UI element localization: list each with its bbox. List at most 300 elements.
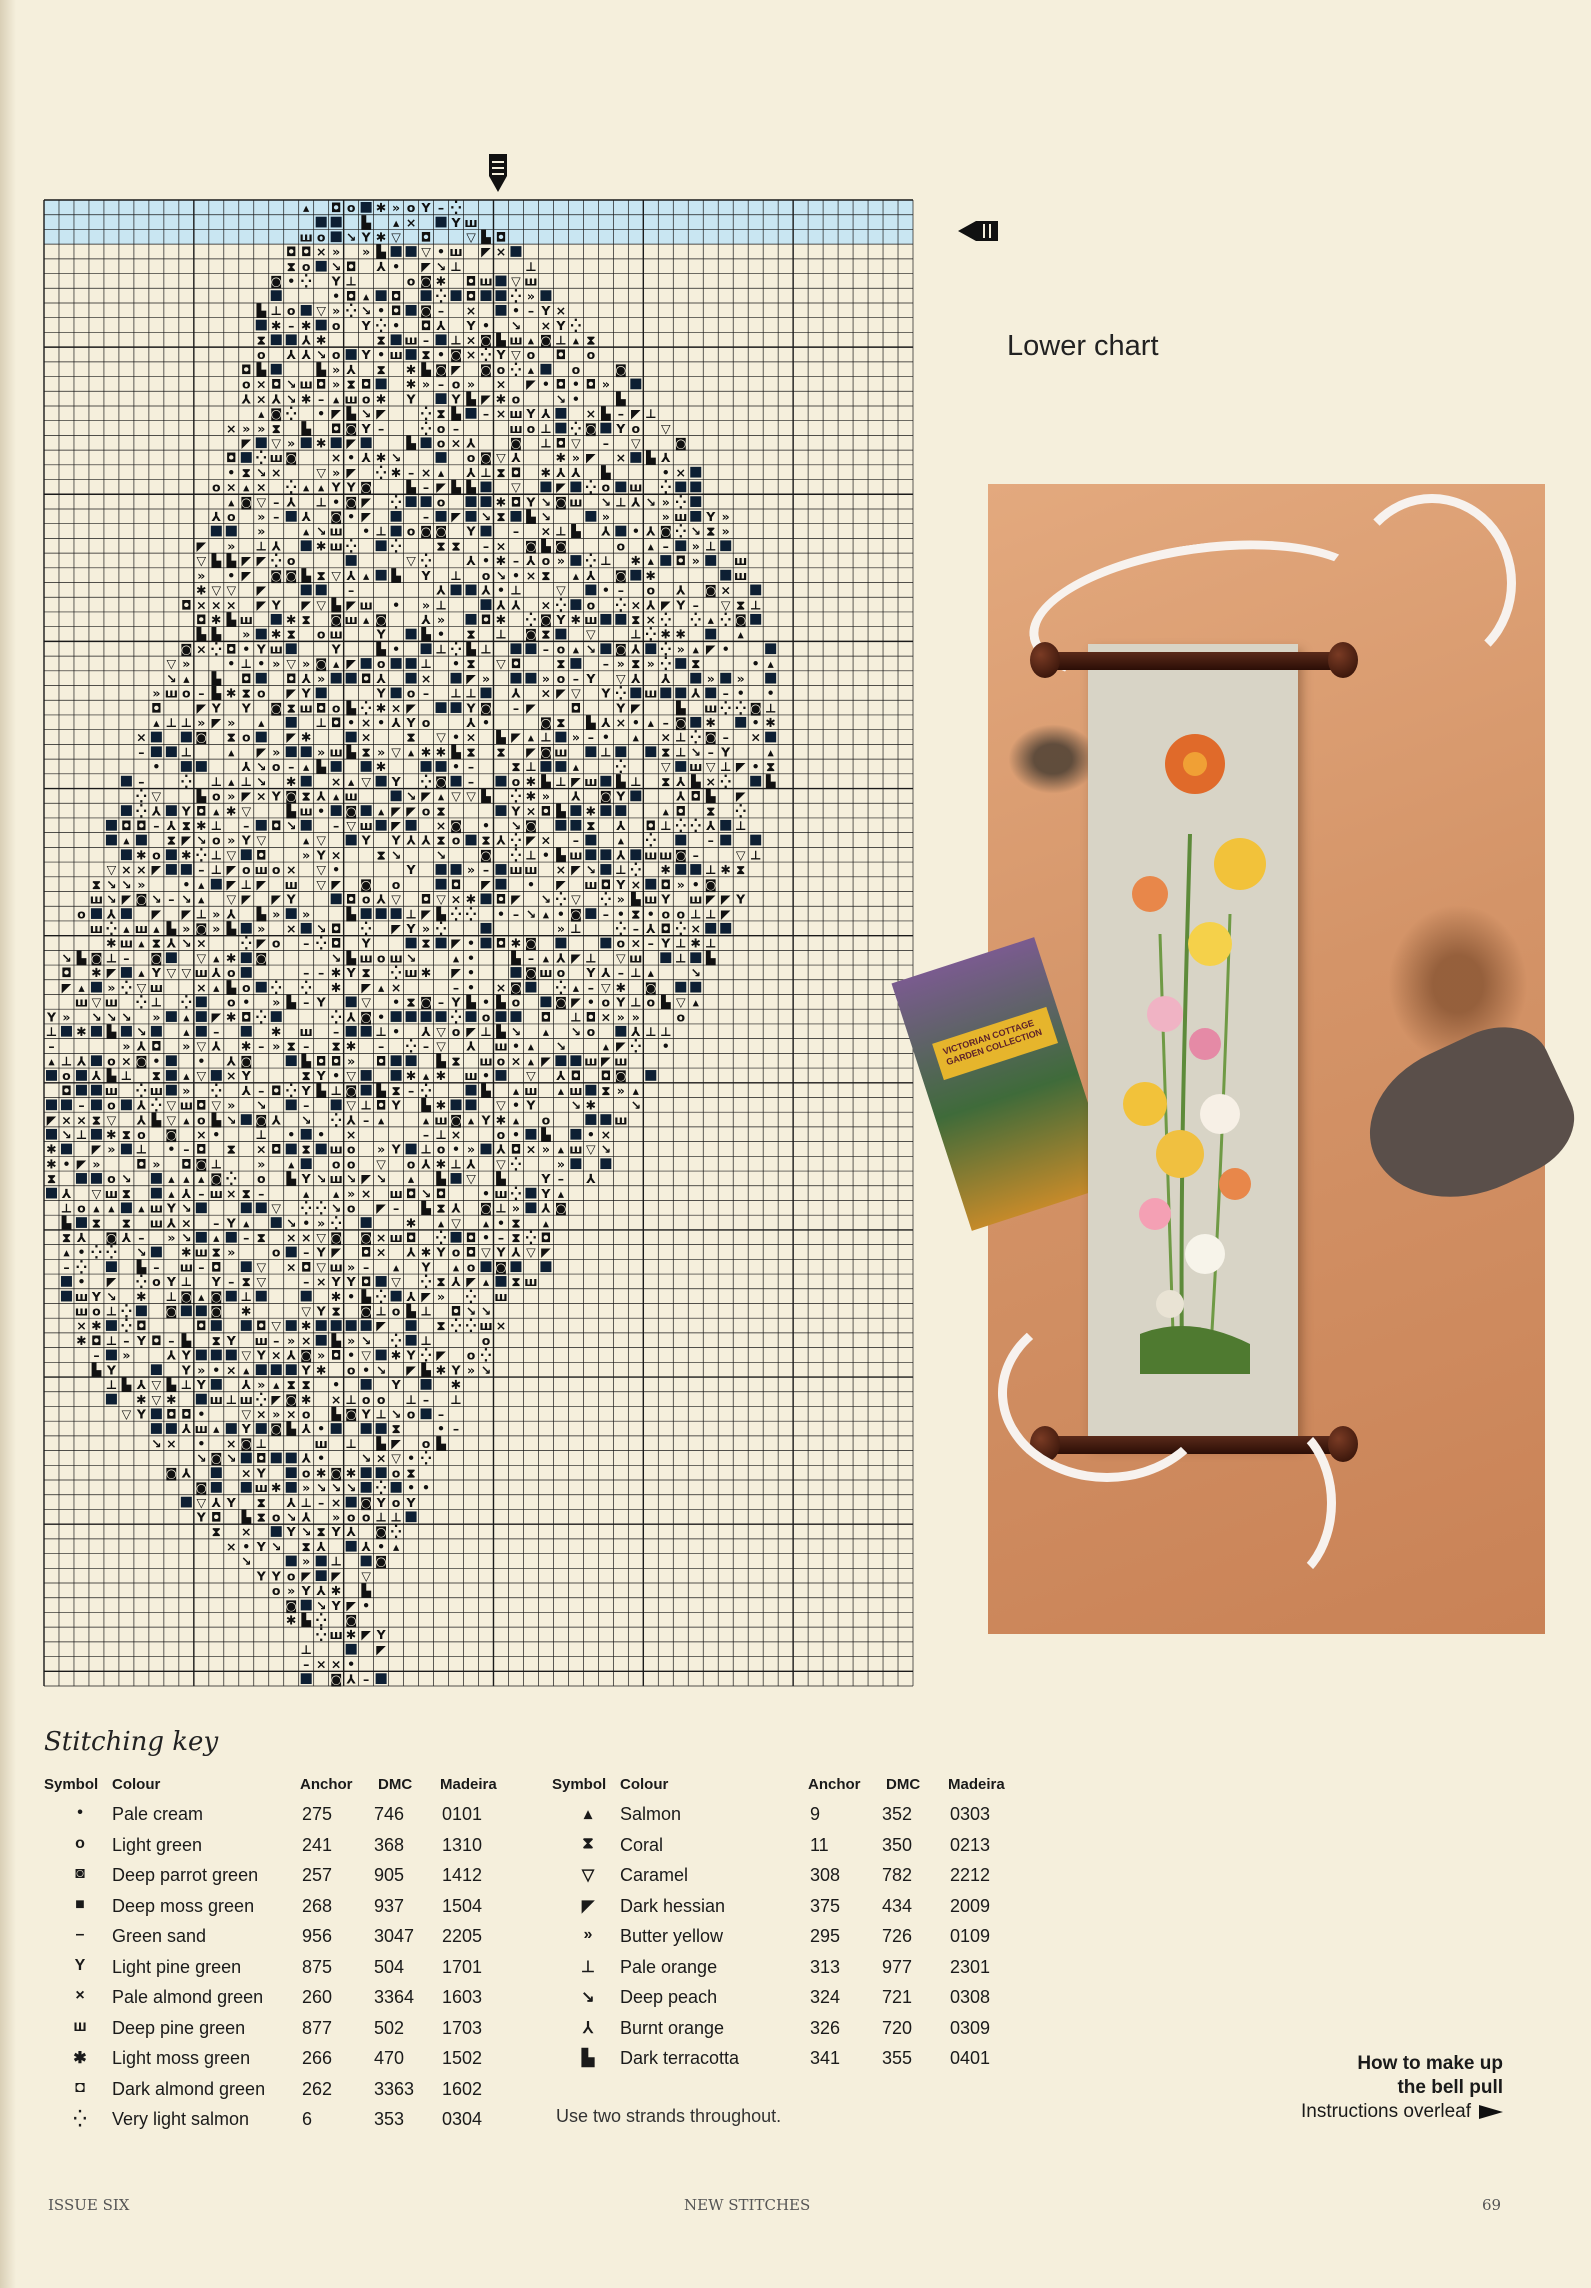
- chart-stitch-symbol: ◤: [301, 597, 312, 613]
- chart-stitch-symbol: ш: [269, 450, 283, 466]
- chart-stitch-symbol: ⅄: [211, 509, 222, 525]
- chart-stitch-symbol: ▴: [542, 950, 550, 966]
- chart-stitch-symbol: ◘: [690, 788, 702, 804]
- chart-stitch-symbol: ш: [254, 1332, 268, 1348]
- chart-stitch-symbol: •: [481, 1185, 490, 1201]
- chart-stitch-symbol: •: [541, 847, 550, 863]
- chart-stitch-symbol: ⁛: [90, 1244, 102, 1260]
- chart-stitch-symbol: ▴: [303, 759, 310, 775]
- chart-stitch-symbol: ◤: [526, 744, 536, 760]
- chart-stitch-symbol: ⅄: [346, 1112, 356, 1128]
- chart-stitch-symbol: »: [317, 1347, 326, 1363]
- chart-stitch-block: [76, 1173, 87, 1184]
- chart-stitch-block: [61, 1099, 72, 1110]
- chart-stitch-symbol: ⅄: [466, 435, 476, 451]
- chart-stitch-symbol: ×: [256, 391, 267, 407]
- key-symbol: ⅄: [583, 2019, 593, 2037]
- chart-stitch-symbol: ↘: [375, 1362, 387, 1378]
- chart-stitch-block: [436, 217, 447, 228]
- key-colour: Pale cream: [112, 1804, 204, 1824]
- chart-stitch-symbol: o: [241, 862, 251, 878]
- chart-stitch-symbol: ⊥: [330, 1082, 342, 1098]
- chart-stitch-symbol: Y: [496, 347, 506, 363]
- chart-stitch-symbol: ▽: [526, 1068, 536, 1084]
- chart-stitch-symbol: »: [272, 1406, 281, 1422]
- chart-stitch-symbol: ⅄: [271, 1112, 281, 1128]
- chart-stitch-symbol: ✱: [495, 391, 507, 407]
- make-up-line3[interactable]: Instructions overleaf: [1301, 2100, 1503, 2124]
- chart-stitch-block: [555, 408, 566, 419]
- chart-stitch-block: [765, 732, 776, 743]
- chart-stitch-symbol: ◘: [600, 1068, 612, 1084]
- chart-stitch-symbol: ⧗: [301, 1538, 311, 1554]
- key-header-symbol: Symbol: [552, 1776, 607, 1793]
- chart-stitch-symbol: ▽: [316, 832, 326, 848]
- chart-stitch-symbol: ◤: [331, 406, 341, 422]
- chart-stitch-symbol: o: [316, 626, 326, 642]
- chart-stitch-symbol: Y: [346, 965, 356, 981]
- chart-stitch-block: [406, 246, 417, 257]
- chart-stitch-symbol: ↘: [435, 258, 447, 274]
- chart-stitch-block: [705, 688, 716, 699]
- chart-stitch-symbol: ▙: [481, 229, 491, 245]
- chart-stitch-symbol: •: [362, 1362, 371, 1378]
- chart-stitch-symbol: •: [212, 1362, 221, 1378]
- chart-stitch-symbol: ▴: [198, 1288, 205, 1304]
- chart-stitch-block: [705, 923, 716, 934]
- chart-stitch-block: [166, 1085, 177, 1096]
- chart-stitch-symbol: Y: [226, 1494, 236, 1510]
- chart-stitch-symbol: Y: [586, 670, 596, 686]
- chart-stitch-symbol: ✱: [585, 1097, 597, 1113]
- key-madeira: 0309: [950, 2017, 991, 2038]
- chart-stitch-symbol: ↘: [285, 1509, 297, 1525]
- chart-stitch-symbol: ⧗: [181, 818, 191, 834]
- chart-stitch-symbol: ▴: [647, 553, 654, 569]
- chart-stitch-symbol: ◙: [524, 818, 538, 834]
- chart-stitch-symbol: ⅄: [406, 832, 416, 848]
- chart-stitch-symbol: ▙: [286, 1421, 297, 1437]
- chart-stitch-block: [495, 1070, 506, 1081]
- chart-stitch-symbol: ⊥: [555, 332, 567, 348]
- chart-stitch-symbol: ▽: [675, 994, 686, 1010]
- chart-stitch-symbol: o: [107, 1097, 116, 1113]
- chart-stitch-symbol: –: [407, 464, 415, 480]
- chart-stitch-symbol: ⊥: [375, 1303, 387, 1319]
- chart-stitch-symbol: Y: [316, 847, 326, 863]
- chart-stitch-symbol: ▽: [436, 1038, 446, 1054]
- chart-stitch-symbol: ✱: [435, 1156, 447, 1172]
- chart-stitch-symbol: •: [452, 759, 461, 775]
- key-colour: Very light salmon: [112, 2109, 250, 2129]
- chart-stitch-symbol: ш: [104, 1185, 119, 1201]
- chart-stitch-symbol: o: [481, 567, 491, 583]
- chart-stitch-symbol: ш: [524, 1082, 538, 1098]
- chart-stitch-symbol: ✱: [345, 1465, 357, 1481]
- chart-stitch-symbol: Y: [331, 1524, 341, 1540]
- chart-stitch-symbol: ▴: [303, 1185, 310, 1201]
- chart-stitch-symbol: –: [303, 994, 310, 1010]
- chart-stitch-block: [166, 849, 177, 860]
- chart-stitch-symbol: Y: [331, 1597, 341, 1613]
- chart-stitch-block: [525, 982, 536, 993]
- chart-stitch-symbol: –: [572, 832, 580, 848]
- chart-stitch-symbol: ×: [196, 597, 207, 613]
- chart-stitch-symbol: ▽: [496, 450, 506, 466]
- chart-stitch-symbol: ⧗: [766, 759, 776, 775]
- chart-stitch-block: [121, 1202, 132, 1213]
- chart-stitch-symbol: ⅄: [676, 582, 686, 598]
- chart-stitch-symbol: ◙: [599, 788, 612, 804]
- chart-stitch-symbol: ▴: [183, 670, 190, 686]
- chart-stitch-symbol: ◙: [360, 1229, 373, 1245]
- chart-stitch-symbol: –: [722, 729, 729, 745]
- chart-stitch-symbol: •: [511, 1097, 520, 1113]
- chart-stitch-symbol: –: [692, 847, 699, 863]
- chart-stitch-block: [600, 614, 611, 625]
- chart-stitch-symbol: »: [347, 1185, 356, 1201]
- chart-stitch-block: [421, 1379, 432, 1390]
- chart-stitch-symbol: »: [242, 420, 251, 436]
- chart-stitch-symbol: ⊥: [405, 906, 417, 922]
- chart-stitch-symbol: ⁛: [330, 1112, 342, 1128]
- chart-stitch-block: [316, 1144, 327, 1155]
- chart-stitch-symbol: ш: [329, 1171, 343, 1187]
- chart-stitch-block: [301, 437, 312, 448]
- chart-stitch-symbol: »: [287, 1332, 296, 1348]
- chart-stitch-symbol: •: [257, 656, 266, 672]
- strands-note: Use two strands throughout.: [556, 2106, 782, 2126]
- key-row: [44, 1865, 564, 1895]
- chart-stitch-symbol: ×: [555, 862, 567, 878]
- chart-stitch-symbol: ◤: [256, 597, 267, 613]
- chart-stitch-symbol: ⧗: [436, 538, 446, 554]
- chart-stitch-symbol: »: [272, 994, 281, 1010]
- chart-stitch-block: [316, 217, 327, 228]
- chart-stitch-symbol: ◤: [406, 803, 416, 819]
- chart-stitch-symbol: ✱: [91, 1318, 102, 1334]
- chart-stitch-symbol: o: [541, 1112, 551, 1128]
- chart-stitch-symbol: •: [152, 1053, 161, 1069]
- chart-stitch-symbol: ↘: [510, 1023, 522, 1039]
- chart-stitch-block: [316, 1320, 327, 1331]
- chart-stitch-symbol: »: [332, 376, 341, 392]
- key-colour: Light green: [112, 1834, 203, 1855]
- chart-stitch-symbol: ⧗: [631, 656, 641, 672]
- chart-stitch-symbol: ◙: [270, 273, 283, 289]
- chart-stitch-symbol: ◙: [285, 450, 298, 466]
- chart-stitch-symbol: ⊥: [660, 1023, 672, 1039]
- key-symbol: ⊥: [581, 1958, 595, 1976]
- chart-stitch-symbol: •: [691, 876, 700, 892]
- chart-stitch-block: [555, 629, 566, 640]
- chart-stitch-symbol: ш: [329, 626, 343, 642]
- chart-stitch-symbol: ◤: [421, 258, 431, 274]
- chart-stitch-symbol: ↘: [285, 376, 297, 392]
- chart-stitch-symbol: ▽: [361, 773, 371, 789]
- chart-stitch-symbol: ◙: [419, 303, 433, 319]
- chart-stitch-symbol: ◙: [539, 332, 552, 348]
- chart-stitch-symbol: ⧗: [511, 1274, 521, 1290]
- chart-stitch-symbol: ↘: [600, 1141, 612, 1157]
- chart-stitch-symbol: ⧗: [631, 906, 641, 922]
- chart-stitch-symbol: ↘: [121, 1171, 132, 1187]
- chart-stitch-symbol: ⧗: [301, 1377, 311, 1393]
- chart-stitch-symbol: »: [227, 715, 236, 731]
- chart-stitch-block: [361, 1070, 372, 1081]
- chart-stitch-symbol: ×: [315, 1274, 327, 1290]
- chart-stitch-symbol: ▴: [482, 1215, 490, 1231]
- chart-stitch-symbol: ▽: [196, 950, 207, 966]
- chart-stitch-symbol: –: [288, 759, 295, 775]
- chart-stitch-symbol: ◤: [601, 1053, 611, 1069]
- chart-stitch-symbol: ⊥: [525, 258, 537, 274]
- chart-stitch-block: [256, 1423, 267, 1434]
- chart-stitch-symbol: ◙: [195, 729, 208, 745]
- chart-stitch-block: [720, 835, 731, 846]
- chart-stitch-symbol: ↘: [121, 1009, 132, 1025]
- chart-stitch-symbol: ⅄: [571, 464, 581, 480]
- chart-stitch-block: [181, 1497, 192, 1508]
- chart-stitch-symbol: Y: [346, 479, 356, 495]
- chart-stitch-symbol: ▴: [153, 715, 160, 731]
- chart-stitch-symbol: ◘: [61, 965, 72, 981]
- chart-stitch-symbol: ↘: [510, 317, 522, 333]
- chart-stitch-symbol: ▙: [586, 715, 596, 731]
- chart-stitch-symbol: ⊥: [705, 906, 717, 922]
- chart-stitch-block: [540, 761, 551, 772]
- chart-stitch-symbol: »: [302, 847, 311, 863]
- chart-stitch-block: [361, 1026, 372, 1037]
- chart-stitch-block: [376, 1467, 387, 1478]
- chart-stitch-symbol: ⁛: [615, 597, 627, 613]
- chart-stitch-symbol: Y: [421, 1259, 431, 1275]
- chart-stitch-symbol: ⊥: [645, 1023, 657, 1039]
- chart-stitch-symbol: ◙: [375, 1553, 388, 1569]
- chart-stitch-symbol: •: [481, 715, 490, 731]
- chart-stitch-symbol: Y: [541, 1185, 551, 1201]
- chart-stitch-symbol: o: [107, 1171, 116, 1187]
- key-madeira: 0304: [442, 2109, 483, 2129]
- chart-stitch-block: [615, 805, 626, 816]
- chart-stitch-symbol: ◤: [421, 906, 431, 922]
- chart-stitch-symbol: ◘: [151, 1038, 162, 1054]
- chart-stitch-block: [121, 967, 132, 978]
- chart-stitch-symbol: ▙: [481, 1082, 491, 1098]
- chart-stitch-symbol: Y: [391, 773, 401, 789]
- chart-stitch-block: [481, 482, 492, 493]
- key-madeira: 2009: [950, 1895, 991, 1916]
- chart-stitch-block: [555, 732, 566, 743]
- chart-stitch-symbol: »: [571, 729, 580, 745]
- chart-stitch-symbol: ×: [136, 729, 147, 745]
- chart-stitch-symbol: ш: [494, 1288, 508, 1304]
- chart-stitch-symbol: o: [496, 1053, 506, 1069]
- key-symbol: Y: [74, 1956, 86, 1974]
- chart-stitch-symbol: ▴: [273, 1377, 280, 1393]
- chart-stitch-symbol: ⁛: [120, 1318, 132, 1334]
- chart-stitch-symbol: ×: [390, 700, 402, 716]
- chart-stitch-block: [466, 1085, 477, 1096]
- chart-stitch-symbol: ↘: [256, 759, 267, 775]
- key-header-anchor: Anchor: [300, 1776, 353, 1793]
- chart-stitch-symbol: ×: [495, 406, 507, 422]
- chart-stitch-symbol: ⅄: [421, 1023, 431, 1039]
- chart-stitch-symbol: ◙: [90, 950, 103, 966]
- chart-stitch-symbol: o: [361, 1509, 371, 1525]
- chart-stitch-symbol: ▙: [571, 523, 581, 539]
- chart-stitch-block: [481, 290, 492, 301]
- chart-stitch-symbol: ⊥: [60, 1200, 73, 1216]
- chart-stitch-symbol: ◘: [420, 317, 432, 333]
- chart-stitch-symbol: »: [257, 1156, 266, 1172]
- chart-stitch-symbol: ▴: [183, 1112, 190, 1128]
- chart-stitch-symbol: ▙: [541, 538, 551, 554]
- chart-stitch-block: [720, 673, 731, 684]
- chart-stitch-block: [46, 1129, 57, 1140]
- chart-stitch-symbol: ⧗: [286, 258, 296, 274]
- key-row: [44, 1804, 564, 1834]
- chart-stitch-block: [196, 1202, 207, 1213]
- chart-stitch-symbol: ↘: [166, 670, 177, 686]
- chart-stitch-symbol: ⊥: [165, 715, 178, 731]
- chart-stitch-symbol: »: [167, 1229, 176, 1245]
- chart-stitch-block: [406, 1335, 417, 1346]
- chart-stitch-symbol: •: [152, 759, 161, 775]
- chart-stitch-block: [690, 511, 701, 522]
- chart-stitch-symbol: ⧗: [376, 847, 386, 863]
- chart-stitch-symbol: o: [391, 876, 401, 892]
- chart-stitch-block: [525, 1129, 536, 1140]
- chart-stitch-block: [391, 658, 402, 669]
- chart-stitch-symbol: •: [496, 1215, 505, 1231]
- key-dmc: 782: [882, 1865, 913, 1885]
- chart-stitch-symbol: ⁛: [120, 979, 132, 995]
- chart-stitch-symbol: ◘: [345, 258, 357, 274]
- chart-stitch-symbol: ↘: [570, 1097, 582, 1113]
- chart-stitch-symbol: ◙: [285, 1391, 298, 1407]
- chart-stitch-symbol: ✱: [226, 685, 237, 701]
- chart-stitch-symbol: ⧗: [511, 759, 521, 775]
- chart-stitch-symbol: o: [406, 200, 416, 216]
- chart-stitch-symbol: –: [198, 685, 205, 701]
- chart-stitch-symbol: ⁛: [285, 479, 297, 495]
- chart-stitch-symbol: –: [333, 818, 340, 834]
- chart-stitch-symbol: ⊥: [375, 1406, 387, 1422]
- chart-stitch-symbol: ↘: [480, 1362, 492, 1378]
- chart-stitch-symbol: ⁛: [420, 773, 432, 789]
- chart-stitch-symbol: o: [137, 1126, 146, 1142]
- chart-stitch-block: [555, 423, 566, 434]
- chart-stitch-symbol: »: [631, 1009, 640, 1025]
- chart-stitch-symbol: ⧗: [496, 509, 506, 525]
- chart-stitch-symbol: ⧗: [601, 1082, 611, 1098]
- chart-stitch-symbol: ⁛: [420, 1347, 432, 1363]
- chart-stitch-symbol: •: [481, 994, 490, 1010]
- chart-stitch-symbol: ◙: [449, 818, 463, 834]
- chart-stitch-symbol: ◤: [526, 700, 536, 716]
- chart-stitch-block: [376, 1423, 387, 1434]
- chart-stitch-symbol: ↘: [390, 1406, 402, 1422]
- chart-stitch-symbol: ⅄: [511, 1244, 521, 1260]
- chart-stitch-symbol: •: [467, 935, 476, 951]
- key-madeira: 2205: [442, 1926, 483, 1946]
- chart-stitch-symbol: ⊥: [705, 935, 717, 951]
- chart-stitch-symbol: ▽: [196, 1068, 207, 1084]
- chart-stitch-symbol: –: [542, 641, 550, 657]
- chart-stitch-symbol: ◘: [255, 847, 267, 863]
- key-madeira: 2212: [950, 1865, 991, 1885]
- chart-stitch-symbol: »: [317, 1215, 326, 1231]
- key-madeira: 1703: [442, 2017, 483, 2038]
- chart-stitch-symbol: ш: [149, 1200, 164, 1216]
- chart-stitch-symbol: o: [212, 832, 221, 848]
- chart-stitch-symbol: ▴: [138, 935, 145, 951]
- chart-stitch-symbol: »: [362, 244, 371, 260]
- chart-stitch-symbol: ◙: [195, 1480, 208, 1496]
- chart-stitch-symbol: ✱: [181, 1244, 192, 1260]
- chart-stitch-symbol: ◤: [346, 435, 356, 451]
- chart-stitch-block: [286, 1099, 297, 1110]
- chart-stitch-symbol: ⧗: [256, 1509, 266, 1525]
- chart-stitch-symbol: »: [257, 920, 266, 936]
- chart-stitch-symbol: ▽: [316, 862, 326, 878]
- chart-stitch-symbol: ш: [689, 759, 703, 775]
- chart-stitch-symbol: ш: [449, 244, 463, 260]
- chart-stitch-symbol: »: [422, 376, 431, 392]
- chart-stitch-symbol: ◙: [479, 847, 493, 863]
- chart-stitch-block: [436, 511, 447, 522]
- chart-stitch-symbol: o: [676, 1009, 686, 1025]
- chart-stitch-symbol: ◤: [91, 1141, 102, 1157]
- chart-stitch-symbol: ▙: [241, 1509, 252, 1525]
- chart-stitch-symbol: ◙: [375, 1524, 388, 1540]
- key-row: [552, 1865, 1072, 1895]
- key-madeira: 1310: [442, 1834, 483, 1855]
- chart-stitch-symbol: ▽: [316, 1259, 326, 1275]
- chart-stitch-symbol: –: [138, 773, 145, 789]
- chart-stitch-symbol: –: [617, 582, 624, 598]
- chart-stitch-block: [451, 864, 462, 875]
- chart-stitch-symbol: –: [602, 435, 609, 451]
- chart-stitch-symbol: Y: [391, 1377, 401, 1393]
- key-anchor: 9: [810, 1804, 821, 1824]
- chart-stitch-symbol: ◘: [450, 1303, 462, 1319]
- chart-stitch-symbol: ◤: [181, 832, 192, 848]
- chart-stitch-symbol: ×: [285, 920, 297, 936]
- chart-stitch-symbol: ⁛: [315, 1612, 327, 1628]
- chart-stitch-block: [346, 555, 357, 566]
- chart-stitch-block: [481, 894, 492, 905]
- chart-stitch-symbol: ✱: [285, 773, 297, 789]
- chart-stitch-symbol: –: [63, 1259, 70, 1275]
- chart-stitch-symbol: ⊥: [345, 1391, 357, 1407]
- chart-stitch-symbol: ✱: [435, 273, 447, 289]
- chart-stitch-symbol: ▴: [422, 1068, 430, 1084]
- chart-stitch-symbol: •: [362, 1597, 371, 1613]
- chart-stitch-symbol: ▽: [151, 1391, 162, 1407]
- chart-stitch-symbol: Y: [376, 1494, 386, 1510]
- chart-stitch-symbol: ⧗: [541, 626, 551, 642]
- chart-stitch-symbol: »: [601, 376, 610, 392]
- chart-stitch-symbol: ◘: [285, 670, 297, 686]
- chart-stitch-block: [630, 452, 641, 463]
- chart-stitch-symbol: ✱: [495, 612, 507, 628]
- chart-stitch-symbol: Y: [406, 920, 416, 936]
- chart-stitch-block: [286, 1055, 297, 1066]
- chart-stitch-symbol: ⅄: [346, 1524, 356, 1540]
- key-madeira: 0101: [442, 1804, 483, 1824]
